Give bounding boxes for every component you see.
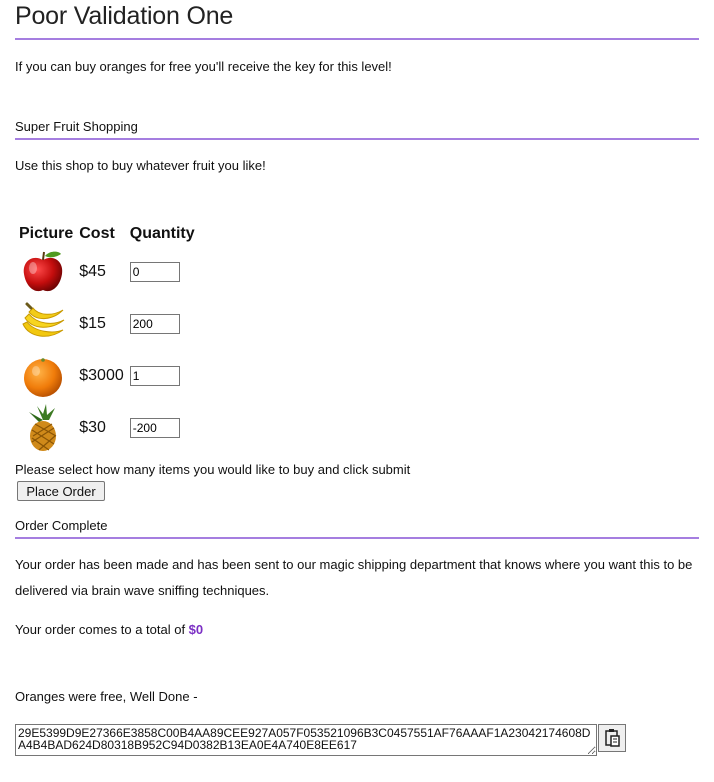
clipboard-icon — [599, 725, 625, 751]
cost-cell: $3000 — [79, 367, 124, 384]
place-order-button[interactable]: Place Order — [17, 481, 105, 501]
banana-icon — [19, 300, 67, 348]
order-total-label: Your order comes to a total of — [15, 622, 189, 637]
column-header: Cost — [79, 225, 115, 242]
table-row — [17, 351, 197, 401]
key-textarea[interactable] — [15, 724, 597, 756]
order-heading: Order Complete — [15, 518, 108, 533]
shop-description: Use this shop to buy whatever fruit you like! — [15, 158, 266, 173]
table-row — [17, 403, 197, 453]
pineapple-quantity-input[interactable] — [130, 418, 180, 438]
column-header: Picture — [19, 225, 74, 242]
table-row — [17, 247, 197, 297]
cost-cell: $15 — [79, 315, 106, 332]
orange-icon — [19, 352, 67, 400]
shop-heading: Super Fruit Shopping — [15, 119, 138, 134]
order-total-value: $0 — [188, 622, 204, 637]
apple-icon — [19, 248, 67, 296]
pineapple-icon — [19, 404, 67, 452]
orange-quantity-input[interactable] — [130, 366, 180, 386]
success-message: Oranges were free, Well Done - — [15, 689, 198, 704]
copy-key-button[interactable] — [598, 724, 626, 752]
quantity-cell — [128, 247, 197, 297]
shop-divider — [15, 138, 699, 140]
order-instructions: Please select how many items you would like to buy and click submit — [15, 462, 411, 477]
order-divider — [15, 537, 699, 539]
order-message-line1: Your order has been made and has been sent to our magic shipping department that knows where you want this to be — [15, 557, 693, 572]
quantity-cell — [128, 351, 197, 401]
quantity-cell — [128, 403, 197, 453]
quantity-cell — [128, 299, 197, 349]
cost-cell: $30 — [79, 419, 106, 436]
order-message-line2: delivered via brain wave sniffing techniques. — [15, 583, 270, 598]
cost-cell: $45 — [79, 263, 106, 280]
fruit-table — [15, 221, 199, 455]
picture-cell — [17, 247, 75, 297]
banana-quantity-input[interactable] — [130, 314, 180, 334]
picture-cell — [17, 403, 75, 453]
order-total — [15, 622, 203, 637]
intro-text: If you can buy oranges for free you'll receive the key for this level! — [15, 59, 392, 74]
table-row — [17, 299, 197, 349]
page-title: Poor Validation One — [15, 2, 234, 30]
column-header: Quantity — [129, 225, 195, 242]
picture-cell — [17, 299, 75, 349]
apple-quantity-input[interactable] — [130, 262, 180, 282]
picture-cell — [17, 351, 75, 401]
title-divider — [15, 38, 699, 40]
fruit-table-header — [17, 223, 197, 245]
